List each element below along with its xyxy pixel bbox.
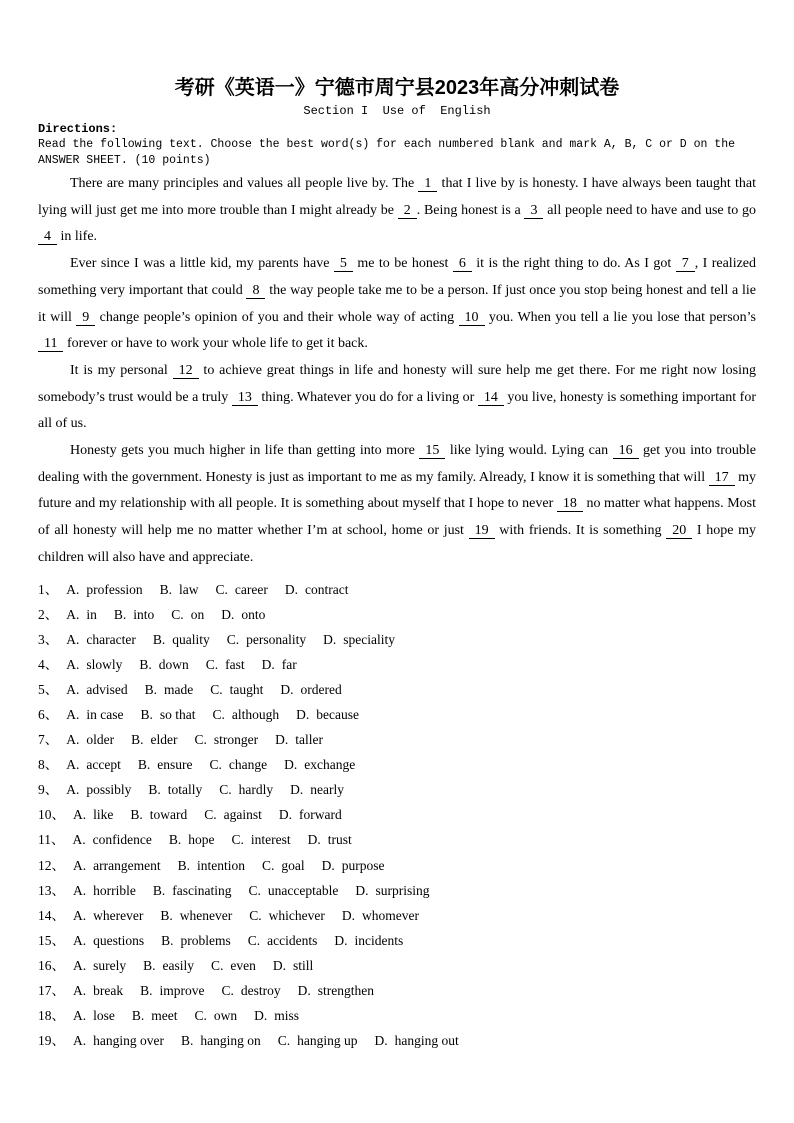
blank-17: 17 — [709, 470, 735, 486]
blank-13: 13 — [232, 390, 258, 406]
option-d — [290, 777, 344, 802]
passage-paragraph: Ever since I was a little kid, my parents have 5 me to be honest 6 it is the right thing to do. As I got 7 , I realized something very important that could 8 the way people take me to be a person. If just once you stop being honest and tell a lie it will 9 change people’s opinion of you and their whole way of acting 10 you. When you tell a lie you lose that person’s 11 forever or have to work your whole life to get it back. — [38, 256, 757, 352]
question-row — [38, 903, 756, 928]
option-letter: A. — [66, 631, 80, 647]
option-text: hanging up — [297, 1033, 358, 1049]
option-letter: D. — [374, 1033, 388, 1049]
option-letter: B. — [113, 606, 127, 622]
option-text: arrangement — [93, 857, 161, 873]
option-c — [171, 602, 204, 627]
option-d — [375, 1028, 459, 1053]
option-text: far — [281, 656, 297, 672]
option-letter: C. — [211, 957, 224, 973]
option-letter: A. — [66, 606, 80, 622]
option-letter: A. — [73, 882, 87, 898]
question-row — [38, 1028, 756, 1053]
option-letter: A. — [66, 707, 80, 723]
question-number: 14、 — [38, 907, 65, 923]
option-a — [66, 627, 136, 652]
option-letter: A. — [66, 581, 80, 597]
option-letter: C. — [226, 631, 240, 647]
option-letter: D. — [290, 782, 304, 798]
blank-5: 5 — [334, 256, 353, 272]
option-text: contract — [305, 581, 349, 597]
directions-text: Read the following text. Choose the best word(s) for each numbered blank and mark A, B, C or D on the ANSWER SHEET. (10 points) — [38, 138, 736, 167]
option-text: lose — [93, 1008, 115, 1024]
option-letter: D. — [261, 656, 275, 672]
option-letter: D. — [296, 707, 310, 723]
option-letter: C. — [194, 1008, 207, 1024]
option-b — [153, 878, 232, 903]
blank-1: 1 — [418, 176, 437, 192]
option-letter: A. — [73, 1008, 87, 1024]
question-number: 12、 — [38, 857, 65, 873]
option-c — [248, 928, 318, 953]
option-letter: B. — [180, 1033, 194, 1049]
option-c — [211, 953, 256, 978]
question-row — [38, 978, 756, 1003]
option-letter: D. — [284, 757, 298, 773]
question-number: 8、 — [38, 757, 59, 773]
blank-4: 4 — [38, 229, 57, 245]
option-letter: D. — [254, 1008, 268, 1024]
question-list — [38, 577, 756, 1054]
question-number: 9、 — [38, 782, 59, 798]
option-text: against — [223, 807, 262, 823]
option-text: into — [133, 606, 155, 622]
question-row — [38, 878, 756, 903]
option-text: speciality — [343, 631, 395, 647]
option-text: on — [190, 606, 205, 622]
question-row — [38, 677, 756, 702]
blank-11: 11 — [38, 336, 63, 352]
option-d — [221, 602, 265, 627]
option-text: questions — [93, 932, 145, 948]
option-letter: B. — [137, 757, 151, 773]
option-text: profession — [86, 581, 143, 597]
option-text: break — [93, 983, 124, 999]
option-letter: A. — [66, 782, 80, 798]
blank-12: 12 — [173, 363, 199, 379]
question-row — [38, 802, 756, 827]
option-letter: C. — [204, 807, 217, 823]
blank-15: 15 — [419, 443, 445, 459]
option-letter: C. — [249, 907, 262, 923]
blank-8: 8 — [246, 283, 265, 299]
option-c — [195, 727, 259, 752]
option-text: ordered — [300, 681, 342, 697]
option-letter: B. — [130, 807, 143, 823]
option-text: so that — [159, 707, 196, 723]
option-letter: A. — [66, 757, 80, 773]
option-c — [216, 577, 268, 602]
option-letter: A. — [66, 732, 80, 748]
option-a — [73, 1028, 164, 1053]
question-number: 10、 — [38, 807, 65, 823]
option-letter: B. — [168, 832, 182, 848]
option-letter: D. — [323, 631, 337, 647]
option-text: onto — [241, 606, 266, 622]
option-text: whomever — [361, 907, 419, 923]
option-d — [308, 827, 352, 852]
option-d — [342, 903, 419, 928]
question-row — [38, 652, 756, 677]
option-text: whenever — [179, 907, 233, 923]
option-b — [160, 903, 232, 928]
option-text: hope — [188, 832, 215, 848]
question-number: 19、 — [38, 1033, 65, 1049]
option-d — [279, 802, 342, 827]
question-number: 6、 — [38, 707, 59, 723]
option-text: possibly — [86, 782, 132, 798]
option-text: taught — [229, 681, 264, 697]
option-a — [66, 577, 142, 602]
option-a — [73, 1003, 115, 1028]
option-text: fast — [225, 656, 245, 672]
option-d — [280, 677, 341, 702]
option-text: horrible — [93, 882, 136, 898]
option-text: change — [228, 757, 268, 773]
question-number: 11、 — [38, 832, 65, 848]
option-letter: C. — [212, 707, 225, 723]
option-b — [160, 577, 199, 602]
option-b — [130, 802, 187, 827]
option-b — [148, 777, 202, 802]
question-row — [38, 752, 756, 777]
option-b — [145, 677, 194, 702]
question-row — [38, 727, 756, 752]
option-text: hanging out — [394, 1033, 459, 1049]
option-text: hardly — [238, 782, 274, 798]
option-text: destroy — [240, 983, 281, 999]
option-letter: A. — [73, 807, 87, 823]
option-a — [73, 878, 136, 903]
option-c — [206, 652, 245, 677]
option-text: accidents — [267, 932, 318, 948]
option-text: character — [86, 631, 136, 647]
option-text: totally — [167, 782, 203, 798]
option-text: own — [213, 1008, 238, 1024]
option-b — [161, 928, 231, 953]
blank-7: 7 — [676, 256, 695, 272]
option-c — [262, 853, 305, 878]
option-letter: C. — [219, 782, 232, 798]
option-c — [204, 802, 262, 827]
option-text: although — [231, 707, 280, 723]
option-c — [209, 752, 267, 777]
question-row — [38, 702, 756, 727]
option-c — [219, 777, 273, 802]
option-text: ensure — [157, 757, 193, 773]
option-letter: D. — [275, 732, 289, 748]
option-text: quality — [172, 631, 210, 647]
option-d — [273, 953, 313, 978]
question-row — [38, 577, 756, 602]
section-heading: Section I Use of English — [303, 104, 491, 118]
option-letter: C. — [247, 932, 261, 948]
option-text: personality — [246, 631, 307, 647]
option-text: trust — [327, 832, 352, 848]
option-text: strengthen — [317, 983, 375, 999]
blank-18: 18 — [557, 496, 583, 512]
blank-9: 9 — [76, 310, 95, 326]
question-row — [38, 928, 756, 953]
option-a — [66, 777, 131, 802]
option-letter: C. — [221, 983, 234, 999]
option-text: unacceptable — [267, 882, 339, 898]
question-row — [38, 777, 756, 802]
option-letter: B. — [160, 907, 173, 923]
option-c — [278, 1028, 358, 1053]
option-c — [222, 978, 281, 1003]
option-letter: C. — [209, 757, 222, 773]
option-text: down — [158, 656, 189, 672]
option-d — [254, 1003, 299, 1028]
option-text: taller — [295, 732, 323, 748]
directions-label: Directions: — [38, 122, 118, 136]
option-text: meet — [151, 1008, 178, 1024]
option-text: still — [293, 957, 314, 973]
option-text: fascinating — [172, 882, 232, 898]
question-number: 3、 — [38, 631, 59, 647]
option-letter: B. — [131, 1008, 145, 1024]
option-letter: B. — [152, 631, 166, 647]
option-letter: D. — [307, 832, 321, 848]
option-d — [322, 853, 385, 878]
blank-14: 14 — [478, 390, 504, 406]
option-a — [66, 602, 97, 627]
question-number: 17、 — [38, 983, 65, 999]
option-letter: D. — [334, 932, 348, 948]
option-b — [140, 978, 204, 1003]
option-b — [140, 702, 195, 727]
blank-2: 2 — [398, 203, 417, 219]
passage-paragraph: Honesty gets you much higher in life than getting into more 15 like lying would. Lying can 16 get you into trouble dealing with the government. Honesty is just as important to me as my family. Already, I know it is something that will 17 my future and my relationship with all people. It is something about myself that I hope to never 18 no matter what happens. Most of all honesty will help me no matter whether I’m at school, home or just 19 with friends. It is something 20 I hope my children will also have and appreciate. — [38, 443, 757, 565]
question-row — [38, 627, 756, 652]
option-d — [284, 752, 355, 777]
option-text: advised — [86, 681, 128, 697]
option-d — [275, 727, 323, 752]
option-letter: A. — [66, 656, 80, 672]
option-text: easily — [162, 957, 195, 973]
option-letter: B. — [140, 707, 153, 723]
option-text: forward — [299, 807, 342, 823]
option-text: improve — [159, 983, 205, 999]
option-text: in — [86, 606, 97, 622]
question-row — [38, 827, 756, 852]
option-c — [249, 903, 325, 928]
question-number: 7、 — [38, 732, 59, 748]
option-text: whichever — [268, 907, 325, 923]
option-letter: B. — [152, 882, 166, 898]
option-d — [334, 928, 403, 953]
option-b — [181, 1028, 261, 1053]
option-letter: D. — [321, 857, 335, 873]
option-text: wherever — [93, 907, 144, 923]
option-b — [131, 727, 177, 752]
option-letter: C. — [277, 1033, 291, 1049]
option-text: slowly — [86, 656, 123, 672]
option-letter: A. — [66, 681, 80, 697]
option-letter: D. — [341, 907, 355, 923]
option-letter: B. — [159, 581, 173, 597]
option-letter: C. — [231, 832, 244, 848]
option-a — [66, 652, 122, 677]
option-c — [227, 627, 306, 652]
option-a — [73, 928, 144, 953]
blank-3: 3 — [524, 203, 543, 219]
option-text: even — [230, 957, 256, 973]
option-a — [73, 903, 143, 928]
option-text: purpose — [341, 857, 385, 873]
option-letter: B. — [131, 732, 144, 748]
option-c — [195, 1003, 238, 1028]
option-letter: D. — [221, 606, 235, 622]
question-number: 13、 — [38, 882, 65, 898]
option-text: nearly — [310, 782, 345, 798]
option-text: goal — [281, 857, 305, 873]
option-text: accept — [86, 757, 121, 773]
option-letter: C. — [194, 732, 207, 748]
option-d — [355, 878, 429, 903]
question-number: 5、 — [38, 681, 59, 697]
question-number: 1、 — [38, 581, 59, 597]
question-row — [38, 1003, 756, 1028]
option-a — [66, 727, 114, 752]
option-text: confidence — [92, 832, 152, 848]
option-letter: A. — [73, 957, 87, 973]
option-letter: D. — [284, 581, 298, 597]
option-b — [139, 652, 188, 677]
option-d — [296, 702, 359, 727]
blank-6: 6 — [453, 256, 472, 272]
blank-20: 20 — [666, 523, 692, 539]
option-text: older — [86, 732, 115, 748]
passage — [38, 171, 756, 572]
option-letter: D. — [280, 681, 294, 697]
option-text: stronger — [213, 732, 259, 748]
option-text: elder — [150, 732, 178, 748]
option-d — [262, 652, 297, 677]
question-row — [38, 853, 756, 878]
page-title: 考研《英语一》宁德市周宁县2023年高分冲刺试卷 — [174, 77, 620, 99]
option-c — [231, 827, 290, 852]
option-text: incidents — [354, 932, 404, 948]
option-text: miss — [274, 1008, 300, 1024]
option-a — [73, 853, 161, 878]
option-a — [73, 802, 113, 827]
option-text: surprising — [375, 882, 430, 898]
option-letter: B. — [177, 857, 190, 873]
option-b — [153, 627, 210, 652]
option-letter: B. — [143, 957, 156, 973]
option-letter: A. — [73, 932, 87, 948]
question-number: 4、 — [38, 656, 59, 672]
option-letter: C. — [210, 681, 223, 697]
option-a — [66, 752, 121, 777]
blank-10: 10 — [459, 310, 485, 326]
option-b — [138, 752, 193, 777]
option-a — [66, 677, 127, 702]
option-text: hanging on — [200, 1033, 261, 1049]
option-text: made — [164, 681, 194, 697]
option-text: toward — [149, 807, 188, 823]
option-text: problems — [180, 932, 231, 948]
option-letter: C. — [171, 606, 184, 622]
option-letter: B. — [148, 782, 161, 798]
option-a — [66, 702, 123, 727]
option-a — [73, 953, 126, 978]
option-b — [169, 827, 215, 852]
option-c — [213, 702, 280, 727]
option-letter: A. — [72, 832, 86, 848]
option-d — [285, 577, 349, 602]
option-b — [132, 1003, 178, 1028]
option-text: law — [179, 581, 199, 597]
option-letter: D. — [272, 957, 287, 973]
option-text: because — [316, 707, 359, 723]
passage-paragraph: It is my personal 12 to achieve great things in life and honesty will sure help me get there. For me right now losing somebody’s trust would be a truly 13 thing. Whatever you do for a living or 14 you live, honesty is something important for all of us. — [38, 362, 756, 432]
option-letter: C. — [205, 656, 219, 672]
question-number: 15、 — [38, 932, 65, 948]
option-text: like — [93, 807, 114, 823]
option-b — [143, 953, 194, 978]
question-number: 16、 — [38, 957, 65, 973]
option-text: in case — [86, 707, 124, 723]
option-letter: A. — [73, 857, 87, 873]
option-text: interest — [250, 832, 291, 848]
option-letter: D. — [355, 882, 369, 898]
option-letter: C. — [261, 857, 275, 873]
option-d — [298, 978, 374, 1003]
option-letter: B. — [161, 932, 174, 948]
question-row — [38, 953, 756, 978]
blank-19: 19 — [469, 523, 495, 539]
option-a — [73, 978, 123, 1003]
option-d — [323, 627, 395, 652]
option-text: exchange — [304, 757, 356, 773]
option-letter: A. — [73, 1033, 87, 1049]
option-a — [73, 827, 152, 852]
question-number: 18、 — [38, 1008, 65, 1024]
blank-16: 16 — [613, 443, 639, 459]
option-b — [114, 602, 154, 627]
option-text: career — [234, 581, 268, 597]
option-letter: D. — [278, 807, 293, 823]
option-letter: A. — [73, 907, 87, 923]
option-text: intention — [196, 857, 245, 873]
question-row — [38, 602, 756, 627]
question-number: 2、 — [38, 606, 59, 622]
option-b — [178, 853, 245, 878]
option-c — [210, 677, 263, 702]
option-letter: C. — [215, 581, 228, 597]
option-letter: B. — [140, 983, 153, 999]
option-letter: B. — [139, 656, 152, 672]
option-text: hanging over — [93, 1033, 164, 1049]
option-letter: C. — [248, 882, 261, 898]
option-letter: A. — [73, 983, 87, 999]
option-letter: D. — [297, 983, 311, 999]
option-text: surely — [93, 957, 127, 973]
option-letter: B. — [144, 681, 158, 697]
passage-paragraph: There are many principles and values all people live by. The 1 that I live by is honesty. I have always been taught that lying will just get me into more trouble than I might already be 2 . Being honest is a 3 all people need to have and use to go 4 in life. — [38, 176, 756, 245]
option-c — [249, 878, 339, 903]
